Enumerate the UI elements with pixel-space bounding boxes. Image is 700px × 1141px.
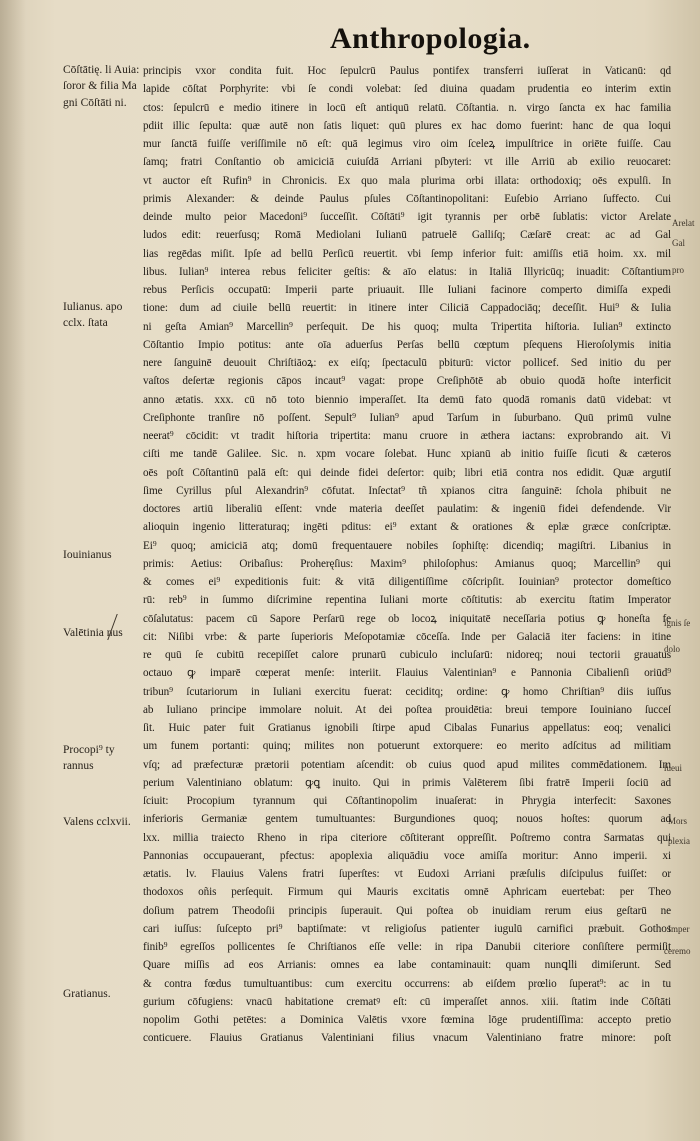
text-line: lxx. millia traiecto Rheno in ripa citeriore cōſtiterant oppreſſit. Poſtremo contra Sarmatas qui: [143, 831, 671, 844]
right-note-imper: Imper: [668, 924, 690, 934]
text-line: ſit. Huic pater fuit Gratianus ignobili ſtirpe apud Cibalas Funarius appellatus: eoq; venalici: [143, 722, 671, 734]
text-line: gurium cōfugiens: vnacū habitatione crematꝰ eſt: cū imperaſſet annos. xiii. ſtatim inde Cōſtāti: [143, 995, 671, 1008]
text-line: um funem portanti: quinq; milites non potuerunt extorquere: eo merito adſcitus ad militiam: [143, 740, 671, 753]
text-line: rū: reb⁹ in ſummo diſcrimine repentina Iuliani morte cōſtitutis: ab exercitu ſtatim Imperator: [143, 594, 671, 607]
text-line: & contra fœdus tumultuantibus: cum exercitu occurrens: ab eiſdem prœlio ſuperat⁹: ac in tu: [143, 977, 671, 990]
text-line: cōſalutatus: pacem cū Sapore Perſarū rege ob locoꝝ iniquitatē neceſſaria potius ꝙ honeſta fe: [143, 612, 671, 625]
text-line: rebus Perſicis occupatū: Imperii parte priuauit. Ille Iuliani facinore comperto dimiſſa expedi: [143, 284, 671, 296]
right-note-arelat: Arelat: [672, 218, 695, 228]
text-line: ciſti me tandē Galilee. Sic. n. xpm vocare ſolebat. Hunc xpianū ab initio fuiſſe ſicuti & cæteros: [143, 448, 671, 461]
text-line: Pannonias occupauerant, pfectus: apoplexia aliquādiu voce amiſſa moritur: Anno imperii. xi: [143, 849, 671, 862]
margin-note-iouinianus: Iouinianus: [63, 549, 112, 561]
text-line: doſium patrem Theodoſii principis ſuperauit. Qui poſtea ob inuidiam rerum eius geſtarū ne: [143, 904, 671, 917]
text-line: oēs poſt Cōſtantinū palā eſt: qui deinde fidei deſertor: quib; libri etiā contra nos edidit. Quæ argutiſ: [143, 466, 671, 479]
running-header: Anthropologia.: [330, 22, 531, 55]
text-line: conticuere. Flauius Gratianus Valentiniani filius vnacum Valentiniano fratre minore: poſt: [143, 1032, 671, 1045]
text-line: doctores artiū liberaliū eſſent: vnde materia deeſſet paulatim: & ingeniū fidei defendende. Vir: [143, 503, 671, 515]
text-line: cari iuſſus: ſuſcepto pri⁹ baptiſmate: vt religioſus patienter iugulū carnifici præbuit. Gothos: [143, 922, 671, 935]
text-line: primis Alexander: & deinde Paulus pſules Cōſtantinopolitani: Euſebio Arriano ſuffecto. Cui: [143, 192, 671, 205]
text-line: tribun⁹ ſcutariorum in Iuliani exercitu fuerat: ceciditq; ordine: ꝙ homo Chriſtian⁹ diis iuſſus: [143, 685, 671, 698]
text-line: re quū ſe cubitū recepiſſet calore prunarū cubiculo incluſarū: nidoreq; noui tectorii grauatus: [143, 649, 671, 661]
text-line: principis vxor condita fuit. Hoc ſepulcrū Paulus pontifex transferri iuſſerat in Vaticanū: qd: [143, 65, 671, 77]
margin-note-constantia: Cōſtātię. li Auia: ſoror & filia Ma gni Cōſtāti ni.: [63, 64, 140, 109]
text-line: ni geſta Amian⁹ Marcellin⁹ perſequit. De his quoq; multa Tripertita hiſtoria. Iulian⁹ extincto: [143, 320, 671, 333]
text-line: ætatis. lv. Flauius Valens fratri ſuperſtes: vt Eudoxi Arriani præſulis diſcipulus fuiſſet: or: [143, 868, 671, 880]
text-line: cit: Niſibi vrbe: & parte ſuperioris Meſopotamiæ cōceſſa. Inde per Galaciā iter faciens: in itine: [143, 630, 671, 643]
right-note-mors: Mors: [668, 816, 688, 826]
right-note-dolo: dolo: [664, 644, 681, 654]
text-line: lapide cōſtat Porphyrite: vbi ſe condi volebat: ſed diuina quadam prudentia eo interim extin: [143, 83, 671, 96]
text-line: ludos edit: reuerſusq; Romā Mediolani Iulianū patruelē Galliſq; Cæſarē creat: ac ad Gal: [143, 229, 671, 242]
text-line: ſime Cyrillus pſul Alexandrin⁹ cōfutat. Inſectat⁹ tñ xpianos citra ſanguinē: ſchola phibuit ne: [143, 484, 671, 497]
text-line: ab Iuliano principe immolare noluit. At dei poſtea prouidētia: breui tempore Iouiniano ſucceſ: [143, 703, 671, 716]
text-line: nere ſanguinē deuouit Chriſtiāoꝝ: ex eiſq; ſpectaculū pbiturū: victor pollicef. Sed initio du per: [143, 357, 671, 369]
text-line: nopolim Gothi petētes: a Dominica Valētis vxore fœmina lōge prudentiſſima: accepto pretio: [143, 1014, 671, 1026]
margin-note-procopius: Procopi⁹ ty rannus: [63, 744, 115, 773]
text-line: ctos: ſepulcrū e medio itinere in locū eſt antiquū relatū. Cōſtantia. n. virgo ſancta ex hac familia: [143, 101, 671, 114]
text-line: octauo ꝙ imparē cœperat menſe: interiit. Flauius Valentinian⁹ e Pannonia Cibalienſi oriūd⁹: [143, 667, 671, 680]
margin-note-valens: Valens cclxvii.: [63, 816, 131, 828]
text-line: lias regēdas miſit. Ipſe ad bellū Perſicū reuertit. vbi ſemp inferior fuit: amiſſis etiā hoim. xx. mil: [143, 247, 671, 260]
text-line: ſciuit: Procopium tyrannum qui Cōſtantinopolim inuaſerat: in Phrygia interfecit: Saxones: [143, 795, 671, 807]
text-line: vſq; ad præfecturæ prætorii potentiam aſcendit: ob cuius quod apud milites commēdationem. Im: [143, 758, 671, 771]
text-line: neerat⁹ cōcidit: vt tradit hiſtoria tripertita: manu cruore in æthera iactans: exprobrando ait. Vi: [143, 430, 671, 442]
text-line: Creſiphonte tranſire nō poſſent. Sepult⁹ Iulian⁹ apud Tarſum in ſuburbano. Quū primū vulne: [143, 411, 671, 424]
text-line: ſamq; fratri Conſtantio ob amiciciā cuiuſdā Arriani pſbyteri: vt ille Arriū ab exilio reuocaret:: [143, 156, 671, 169]
right-note-ceremo: ceremo: [664, 946, 691, 956]
text-line: mur ſanctā fuiſſe veriſſimile nō eſt: quā legimus viro oim ſceleꝝ impulſtrice in oriēte fuiſſe. Cau: [143, 138, 671, 150]
right-note-sueui: ſueui: [664, 763, 682, 773]
text-line: inferioris Germaniæ gentem tumultuantes: Burgundiones quoq; nouos hoſtes: quorum ad: [143, 813, 671, 826]
page-gutter-shadow: [0, 0, 26, 1141]
text-line: primis: Aetius: Oribaſius: Proheręſius: Maxim⁹ philoſophus: Amianus quoq; Marcellin⁹ qui: [143, 557, 671, 570]
right-note-ignis: ignis ſe: [664, 618, 691, 628]
margin-note-valentinianus: Valētinia nus: [63, 627, 123, 639]
text-line: Ei⁹ quoq; amiciciā atq; domū frequentauere nobiles ſophiſtę: dicendiq; magiſtri. Libanius in: [143, 539, 671, 552]
text-line: Quare miſſis ad eos Arrianis: omnes ea labe contaminauit: quam nunꝗlli dimiſerunt. Sed: [143, 959, 671, 972]
text-line: pdiit illic ſepulta: quæ autē non ſatis liquet: quū plures ex hac domo fuerint: hanc de qua loqui: [143, 119, 671, 132]
right-note-plexia: plexia: [668, 836, 690, 846]
margin-note-gratianus: Gratianus.: [63, 988, 111, 1000]
text-line: alioquin ingenio litteraturaq; ingēti pditus: ei⁹ extant & orationes & eplæ græce conſcriptæ.: [143, 521, 671, 534]
text-line: thodoxos oñis perſequit. Firmum qui Mauris excitatis omnē Aphricam euertebat: per Theo: [143, 886, 671, 899]
text-line: Cōſtantio Impio potitus: ante oīa aduerſus Perſas bellū cœptum pſequens Hieroſolymis initia: [143, 338, 671, 351]
text-line: vaſtos deſertæ regionis cāpos incaut⁹ vagat: prope Creſiphōtē ab obuio quodā hoſte interficit: [143, 375, 671, 388]
text-line: tione: dum ad ciuile bellū reuertit: in itinere inter Ciliciā Cappadociāq; deceſſit. Hui⁹ & Iulia: [143, 302, 671, 315]
right-note-pro: pro: [672, 265, 684, 275]
margin-note-iulianus: Iulianus. apo cclx. ſtata: [63, 301, 123, 330]
right-note-gal: Gal: [672, 238, 685, 248]
text-line: anno ætatis. xxx. cū nō toto biennio imperaſſet. Ita demū fato quodā romanis datū videbat: vt: [143, 393, 671, 406]
text-line: finib⁹ egreſſos pollicentes ſe Chriſtianos eſſe velle: in ripa Danubii citeriore conſiſtere permiſit: [143, 941, 671, 953]
main-text-block: [143, 62, 671, 1048]
text-line: vt auctor eſt Rufin⁹ in Chronicis. Ex quo mala plurima orbi illata: orthodoxiq; oēs expulſi. In: [143, 174, 671, 187]
text-line: libus. Iulian⁹ interea rebus feliciter geſtis: & aīo elatus: in Italiā Illyricūq; inuadit: Cōſtantium: [143, 265, 671, 278]
text-line: perium Valentiniano oblatum: ꝙꝗ inuito. Qui in primis Valēterem ſibi fratrē Imperii ſociū ad: [143, 776, 671, 789]
text-line: deinde multo peior Macedoni⁹ ſucceſſit. Cōſtāti⁹ igit tyrannis per orbē ſublatis: victor Arelate: [143, 211, 671, 223]
text-line: & comes ei⁹ expeditionis fuit: & vitā diligentiſſime cōſcripſit. Iouinian⁹ protector domeſtico: [143, 576, 671, 588]
